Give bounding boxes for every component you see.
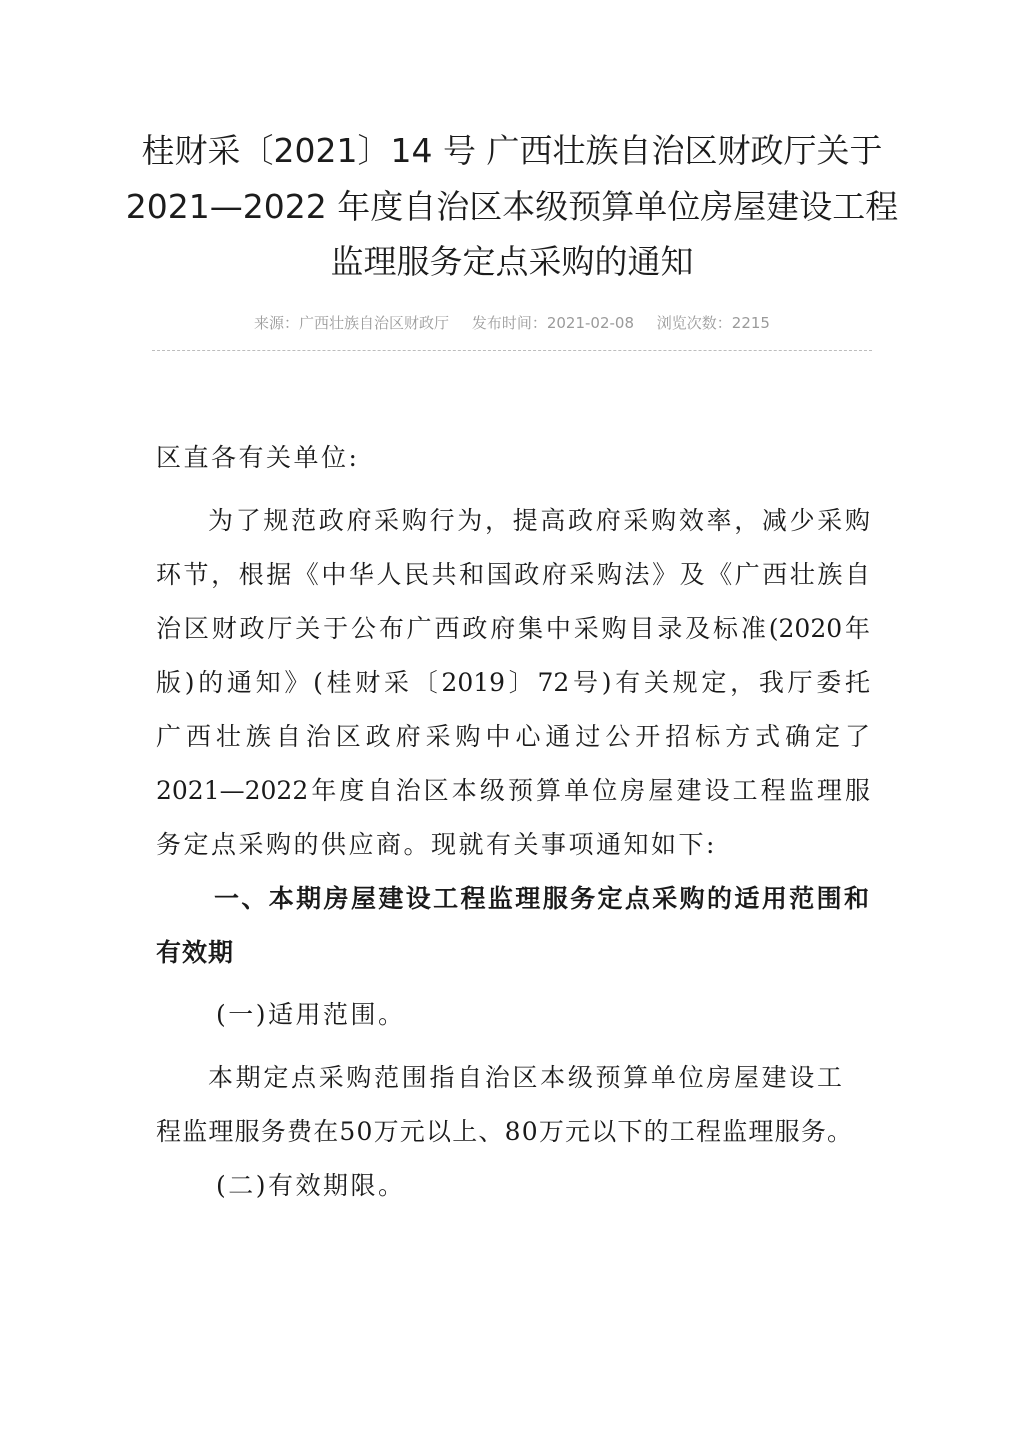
publish-date: 发布时间：2021-02-08 xyxy=(471,314,634,332)
paragraph-line: 广西壮族自治区政府采购中心通过公开招标方式确定了 xyxy=(156,722,870,751)
subsection-heading: (一)适用范围。 xyxy=(216,1000,406,1029)
subsection-heading: (二)有效期限。 xyxy=(216,1171,406,1200)
source-label: 来源：广西壮族自治区财政厅 xyxy=(254,314,450,332)
paragraph-line: 版)的通知》(桂财采〔2019〕72号)有关规定，我厅委托 xyxy=(156,668,870,697)
section-heading-line: 一、本期房屋建设工程监理服务定点采购的适用范围和 xyxy=(214,884,870,913)
document-title-line-1: 桂财采〔2021〕14 号 广西壮族自治区财政厅关于 xyxy=(141,131,883,170)
view-count: 浏览次数：2215 xyxy=(656,314,770,332)
salutation: 区直各有关单位: xyxy=(156,443,360,472)
paragraph-line: 本期定点采购范围指自治区本级预算单位房屋建设工 xyxy=(208,1063,842,1092)
publication-meta xyxy=(152,312,872,333)
section-heading-line: 有效期 xyxy=(156,938,235,967)
paragraph-line: 2021—2022年度自治区本级预算单位房屋建设工程监理服 xyxy=(156,776,870,805)
paragraph-line: 环节，根据《中华人民共和国政府采购法》及《广西壮族自 xyxy=(156,560,870,589)
paragraph-line: 务定点采购的供应商。现就有关事项通知如下: xyxy=(156,830,717,859)
paragraph-line: 为了规范政府采购行为，提高政府采购效率，减少采购 xyxy=(208,506,870,535)
meta-divider xyxy=(152,350,872,351)
document-title-line-3: 监理服务定点采购的通知 xyxy=(330,242,694,281)
paragraph-line: 程监理服务费在50万元以上、80万元以下的工程监理服务。 xyxy=(156,1117,854,1146)
paragraph-line: 治区财政厅关于公布广西政府集中采购目录及标准(2020年 xyxy=(156,614,870,643)
document-title-line-2: 2021—2022 年度自治区本级预算单位房屋建设工程 xyxy=(125,187,899,226)
